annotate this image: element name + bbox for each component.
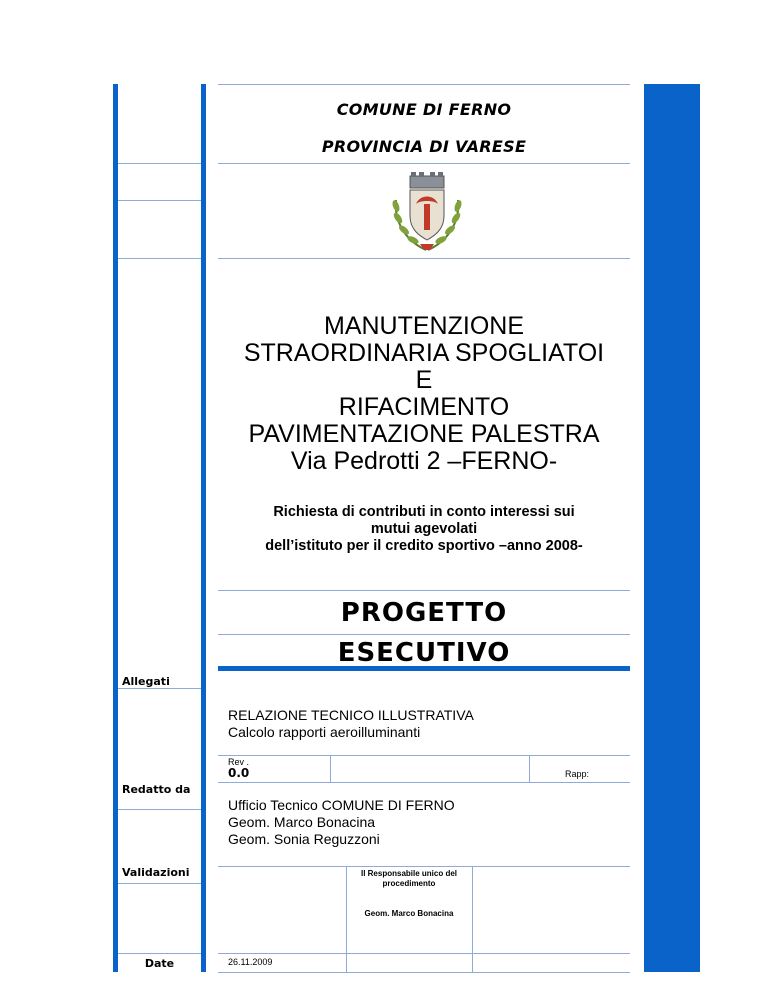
left-rule-7 — [118, 953, 201, 954]
title-line-2: STRAORDINARIA SPOGLIATOI — [243, 339, 605, 367]
title-line-1: MANUTENZIONE — [324, 312, 524, 340]
main-rule-valid-top — [218, 866, 630, 867]
redatto-line-2: Geom. Marco Bonacina — [228, 814, 376, 830]
date-value: 26.11.2009 — [228, 957, 273, 967]
main-rule-top — [218, 84, 630, 85]
stage-line-1: PROGETTO — [340, 598, 508, 628]
rev-divider-1 — [330, 755, 331, 782]
valid-divider-1 — [346, 866, 347, 972]
main-rule-bottom — [218, 972, 630, 973]
comune-heading: COMUNE DI FERNO — [336, 100, 512, 119]
allegati-line-1: RELAZIONE TECNICO ILLUSTRATIVA — [228, 707, 474, 723]
redatto-label: Redatto da — [122, 783, 191, 796]
left-rule-4 — [118, 688, 201, 689]
right-blue-band — [644, 84, 700, 972]
valid-divider-2 — [472, 866, 473, 972]
allegati-content — [228, 707, 474, 741]
subtitle-line-1: Richiesta di contributi in conto interessi sui — [273, 504, 575, 520]
allegati-label: Allegati — [122, 675, 170, 688]
main-rule-crest — [218, 258, 630, 259]
left-rule-5 — [118, 809, 201, 810]
provincia-heading: PROVINCIA DI VARESE — [321, 137, 527, 156]
date-label: Date — [144, 957, 175, 970]
validazioni-label: Validazioni — [122, 866, 190, 879]
rev-divider-2 — [529, 755, 530, 782]
title-line-5: PAVIMENTAZIONE PALESTRA — [248, 420, 600, 448]
stage-line-2: ESECUTIVO — [337, 638, 511, 668]
left-rule-3 — [118, 258, 201, 259]
redatto-content — [228, 797, 455, 848]
rev-label: Rev . — [228, 757, 250, 767]
main-rule-rev-top — [218, 755, 630, 756]
redatto-line-3: Geom. Sonia Reguzzoni — [228, 831, 380, 847]
title-line-4: RIFACIMENTO — [338, 393, 510, 421]
responsabile-name: Geom. Marco Bonacina — [364, 909, 454, 918]
main-rule-date-top — [218, 953, 630, 954]
left-blue-bar — [113, 84, 118, 972]
title-line-6: Via Pedrotti 2 –FERNO- — [290, 447, 558, 475]
left-rule-2 — [118, 200, 201, 201]
subtitle-line-2: mutui agevolati — [370, 521, 478, 537]
redatto-line-1: Ufficio Tecnico COMUNE DI FERNO — [228, 797, 455, 813]
rev-value: 0.0 — [228, 766, 250, 780]
title-line-3: E — [415, 366, 433, 394]
left-rule-6 — [118, 883, 201, 884]
main-rule-header — [218, 163, 630, 164]
responsabile-title: Il Responsabile unico del procedimento — [360, 869, 458, 888]
project-subtitle — [218, 504, 630, 555]
main-rule-stage-mid — [218, 634, 630, 635]
coat-of-arms-icon — [386, 170, 468, 254]
left-rule-1 — [118, 163, 201, 164]
main-rule-rev-bottom — [218, 782, 630, 783]
project-title — [218, 313, 630, 475]
left-inner-blue-bar — [201, 84, 206, 972]
main-rule-stage-top — [218, 590, 630, 591]
subtitle-line-3: dell’istituto per il credito sportivo –anno 2008- — [265, 538, 583, 554]
rapp-label: Rapp: — [565, 769, 590, 779]
allegati-line-2: Calcolo rapporti aeroilluminanti — [228, 724, 421, 740]
